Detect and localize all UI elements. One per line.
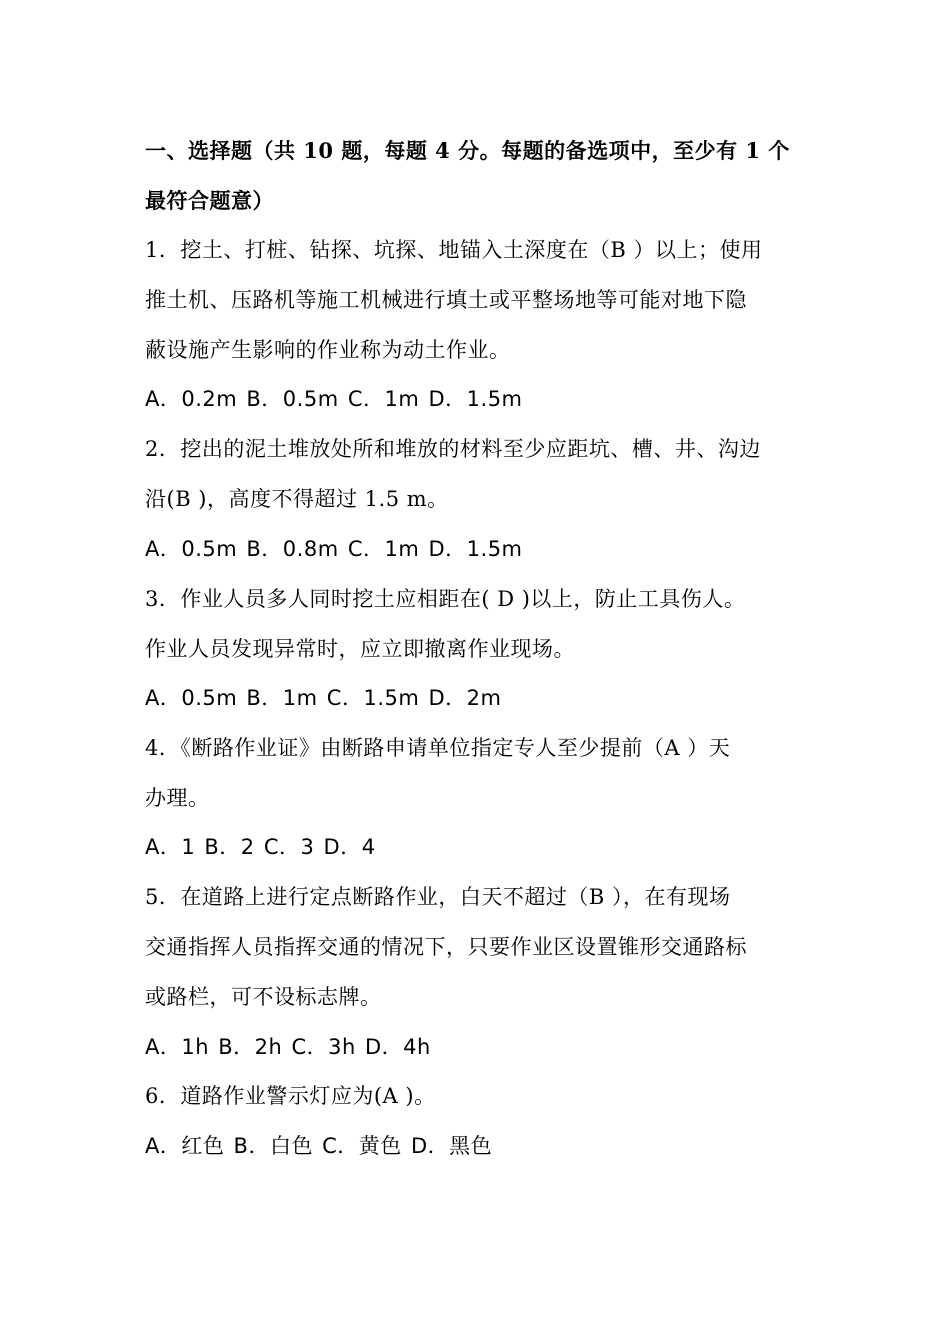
question-3-line1: 3．作业人员多人同时挖土应相距在( D )以上，防止工具伤人。 bbox=[145, 587, 746, 611]
section-heading-line2: 最符合题意） bbox=[145, 188, 274, 213]
section-heading-line1: 一、选择题（共 10 题，每题 4 分。每题的备选项中，至少有 1 个 bbox=[145, 138, 790, 163]
question-3-line2: 作业人员发现异常时，应立即撤离作业现场。 bbox=[145, 637, 575, 661]
question-6-options: A．红色 B．白色 C．黄色 D．黑色 bbox=[145, 1134, 493, 1158]
question-2-line2: 沿(B )，高度不得超过 1.5 m。 bbox=[145, 487, 449, 511]
question-5-options: A．1h B．2h C．3h D．4h bbox=[145, 1035, 431, 1059]
question-2-options: A．0.5m B．0.8m C．1m D．1.5m bbox=[145, 537, 523, 561]
question-4-line1: 4．《断路作业证》由断路申请单位指定专人至少提前（A ）天 bbox=[145, 736, 731, 760]
question-1-line1: 1．挖土、打桩、钻探、坑探、地锚入土深度在（B ）以上；使用 bbox=[145, 238, 763, 262]
question-5-line1: 5．在道路上进行定点断路作业，白天不超过（B ），在有现场 bbox=[145, 885, 731, 909]
question-6-line1: 6．道路作业警示灯应为(A )。 bbox=[145, 1084, 436, 1108]
question-1-options: A．0.2m B．0.5m C．1m D．1.5m bbox=[145, 387, 523, 411]
question-2-line1: 2．挖出的泥土堆放处所和堆放的材料至少应距坑、槽、井、沟边 bbox=[145, 437, 761, 461]
question-1-line3: 蔽设施产生影响的作业称为动土作业。 bbox=[145, 338, 511, 362]
question-5-line3: 或路栏，可不设标志牌。 bbox=[145, 985, 382, 1009]
question-1-line2: 推土机、压路机等施工机械进行填土或平整场地等可能对地下隐 bbox=[145, 288, 747, 312]
question-4-options: A．1 B．2 C．3 D．4 bbox=[145, 835, 376, 859]
question-5-line2: 交通指挥人员指挥交通的情况下，只要作业区设置锥形交通路标 bbox=[145, 935, 747, 959]
question-4-line2: 办理。 bbox=[145, 786, 210, 810]
question-3-options: A．0.5m B．1m C．1.5m D．2m bbox=[145, 686, 502, 710]
